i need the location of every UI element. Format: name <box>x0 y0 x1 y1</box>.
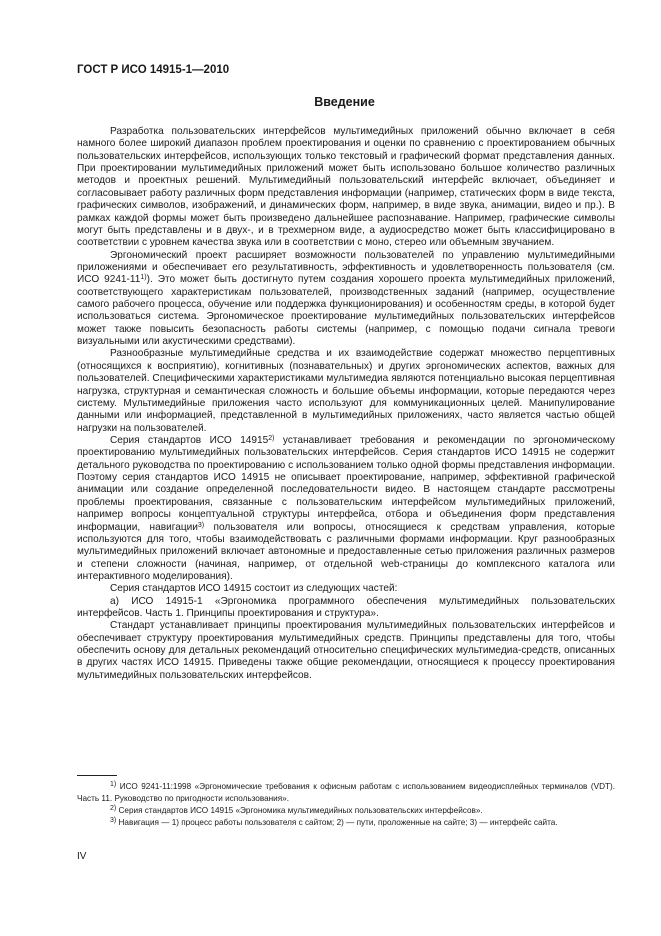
footnote-text-1: ИСО 9241-11:1998 «Эргономические требования к офисным работам с использованием видеодисплейных терминалов (VDT). Часть 11. Руководство по пригодности использования». <box>77 782 615 803</box>
footnote-ref-3: 3) <box>197 521 205 529</box>
page-number: IV <box>77 851 87 862</box>
footnote-2 <box>77 805 615 817</box>
paragraph-4 <box>77 435 615 583</box>
footnote-ref-2: 2) <box>268 435 275 443</box>
footnote-mark-1: 1) <box>110 781 117 789</box>
body-text <box>77 126 615 682</box>
paragraph-3: Разнообразные мультимедийные средства и их взаимодействие содержат множество перцептивных (относящихся к восприятию), когнитивных (познавательных) и других эргономических аспектов, важных для пользователей. Специфическими характеристиками мультимедиа являются потенциально высокая перцептивная нагрузка, структурная и семантическая сложность и большие объемы информации, которые передаются через систему. Мультимедийные приложения часто используют для коммуникационных целей. Манипулирование данными или информацией, представленной в мультимедийных приложениях, часто является частью общей нагрузки на пользователей. <box>77 348 615 434</box>
footnote-mark-3: 3) <box>110 817 117 825</box>
footnotes <box>77 781 615 829</box>
section-title <box>0 95 661 109</box>
footnote-1 <box>77 781 615 805</box>
paragraph-2-part-2: ). Это может быть достигнуто путем создания хорошего проекта мультимедийных приложений, соответствующего характеристикам пользователей, производственных заданий (например, осуществление самого рабочего процесса, обучение или поддержка функционирования) и особенностям среды, в которой будет использоваться система. Эргономическое проектирование мультимедийных пользовательских интерфейсов может также повысить безопасность работы системы (например, с помощью подачи сигнала тревоги визуальными или акустическими средствами). <box>77 274 615 348</box>
paragraph-4-part-2: устанавливает требования и рекомендации по эргономическому проектированию мультимедийных пользовательских интерфейсов. Серия стандартов ИСО 14915 не содержит детального руководства по проектированию с использованием только одной формы представления информации. Поэтому серия стандартов ИСО 14915 не описывает проектирование, например, эффективной графической анимации или создание определенной последовательности видео. В настоящем стандарте рассмотрены проблемы проектирования, связанные с пользовательским интерфейсом мультимедийных приложений, например вопросы концептуальной структуры интерфейса, отбора и объединения форм представления информации, навигации <box>77 434 615 533</box>
paragraph-4-part-1: Серия стандартов ИСО 14915 <box>110 434 269 446</box>
footnote-text-2: Серия стандартов ИСО 14915 «Эргономика мультимедийных пользовательских интерфейсов». <box>116 805 483 815</box>
paragraph-7: Стандарт устанавливает принципы проектирования мультимедийных пользовательских интерфейсов и обеспечивает структуру проектирования мультимедийных средств. Принципы представлены для того, чтобы обеспечить основу для детальных рекомендаций относительно специфических мультимедиа-средств, описанных в других частях ИСО 14915. Приведены также общие рекомендации, относящиеся к процессу проектирования мультимедийных пользовательских интерфейсов. <box>77 620 615 681</box>
list-item-a: а) ИСО 14915-1 «Эргономика программного обеспечения мультимедийных пользовательских интерфейсов. Часть 1. Принципы проектирования и структура». <box>77 595 615 620</box>
footnote-ref-1: 1) <box>140 274 147 282</box>
footnote-mark-2: 2) <box>110 804 117 812</box>
paragraph-5: Серия стандартов ИСО 14915 состоит из следующих частей: <box>110 583 398 595</box>
footnote-text-3: Навигация — 1) процесс работы пользователя с сайтом; 2) — пути, проложенные на сайте; 3) — интерфейс сайта. <box>116 818 558 828</box>
footnote-separator <box>77 775 117 776</box>
paragraph-2 <box>77 250 615 349</box>
paragraph-1: Разработка пользовательских интерфейсов мультимедийных приложений обычно включает в себя намного более широкий диапазон проблем проектирования и оценки по сравнению с проектированием обычных пользовательских интерфейсов, использующих только текстовый и графический формат представления данных. При проектировании мультимедийных приложений может быть использовано большое количество различных методов и проектных решений. Мультимедийный пользовательский интерфейс включает, объединяет и согласовывает работу различных форм представления информации (например, статических форм в виде текста, графических символов, изображений, и динамических форм, например, в виде звука, анимации, видео и пр.). В рамках каждой формы может быть произведено дальнейшее распознавание. Например, графические символы могут быть представлены и в двух-, и в трехмерном виде, а аудиосредство может быть классифицировано в соответствии с уровнем качества звука или в соответствии с моно, стерео или объемным звучанием. <box>77 126 615 249</box>
section-title-text: Введение <box>314 95 375 109</box>
paragraph-2-part-1: Эргономический проект расширяет возможности пользователей по управлению мультимедийными приложениями и обеспечивает его результативность, эффективность и удовлетворенность пользователя (см. ИСО 9241-11 <box>77 249 615 286</box>
paragraph-4-part-3: пользователя или вопросы, относящиеся к средствам управления, которые используются для того, чтобы взаимодействовать с различными формами информации. Круг разнообразных мультимедийных приложений включает автономные и предоставленные сетью приложения различных размеров и степени сложности (начиная, например, от отдельной web-страницы до комплексного каталога или интерактивного моделирования). <box>77 521 615 582</box>
standard-code-header: ГОСТ Р ИСО 14915-1—2010 <box>77 64 230 76</box>
footnote-3 <box>77 817 615 829</box>
